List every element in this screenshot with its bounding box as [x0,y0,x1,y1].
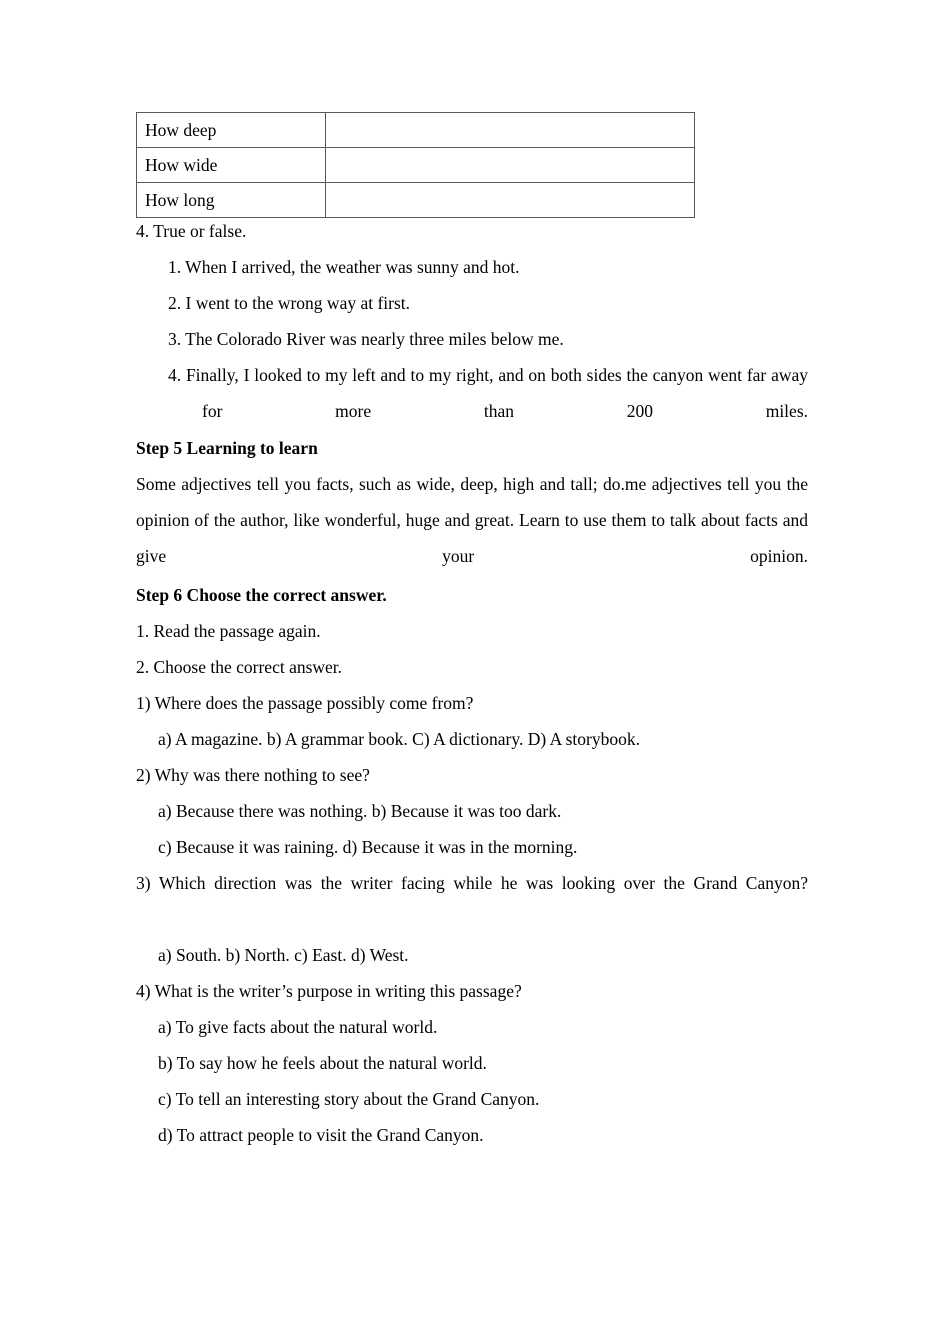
step-6-instruction-1: 1. Read the passage again. [136,621,321,641]
question-4-option-a[interactable]: a) To give facts about the natural world. [158,1017,438,1037]
question-4-prompt: 4) What is the writer’s purpose in writing this passage? [136,981,522,1001]
question-1-prompt: 1) Where does the passage possibly come from? [136,693,474,713]
true-false-item-3: 3. The Colorado River was nearly three miles below me. [168,329,564,349]
question-4-option-d[interactable]: d) To attract people to visit the Grand Canyon. [158,1125,484,1145]
table-cell-answer[interactable] [326,148,695,183]
exercise-4-heading: 4. True or false. [136,221,247,241]
table-row [137,113,695,148]
dimensions-table [136,112,695,218]
table-cell-label: How wide [137,148,326,183]
question-4-option-b[interactable]: b) To say how he feels about the natural world. [158,1053,487,1073]
true-false-item-2: 2. I went to the wrong way at first. [168,293,411,313]
question-4-option-c[interactable]: c) To tell an interesting story about the Grand Canyon. [158,1089,540,1109]
table-cell-label: How long [137,183,326,218]
question-2-options-line-2[interactable]: c) Because it was raining. d) Because it was in the morning. [158,837,578,857]
step-5-paragraph: Some adjectives tell you facts, such as wide, deep, high and tall; do.me adjectives tell you the opinion of the author, like wonderful, huge and great. Learn to use them to talk about facts and give your opinion. [136,474,808,566]
true-false-item-1: 1. When I arrived, the weather was sunny and hot. [168,257,520,277]
step-6-heading: Step 6 Choose the correct answer. [136,585,387,605]
table-row [137,148,695,183]
true-false-item-4-text: 4. Finally, I looked to my left and to my right, and on both sides the canyon went far away for more than 200 miles. [168,365,808,421]
question-2-prompt: 2) Why was there nothing to see? [136,765,370,785]
question-2-options-line-1[interactable]: a) Because there was nothing. b) Because it was too dark. [158,801,562,821]
question-3-options[interactable]: a) South. b) North. c) East. d) West. [158,945,409,965]
question-3-prompt-text: 3) Which direction was the writer facing while he was looking over the Grand Canyon? [136,873,808,893]
step-6-instruction-2: 2. Choose the correct answer. [136,657,343,677]
step-5-heading: Step 5 Learning to learn [136,438,318,458]
table-cell-answer[interactable] [326,113,695,148]
question-3-prompt [136,865,808,937]
worksheet-page [136,0,808,1344]
table-cell-label: How deep [137,113,326,148]
question-1-options[interactable]: a) A magazine. b) A grammar book. C) A dictionary. D) A storybook. [158,729,640,749]
